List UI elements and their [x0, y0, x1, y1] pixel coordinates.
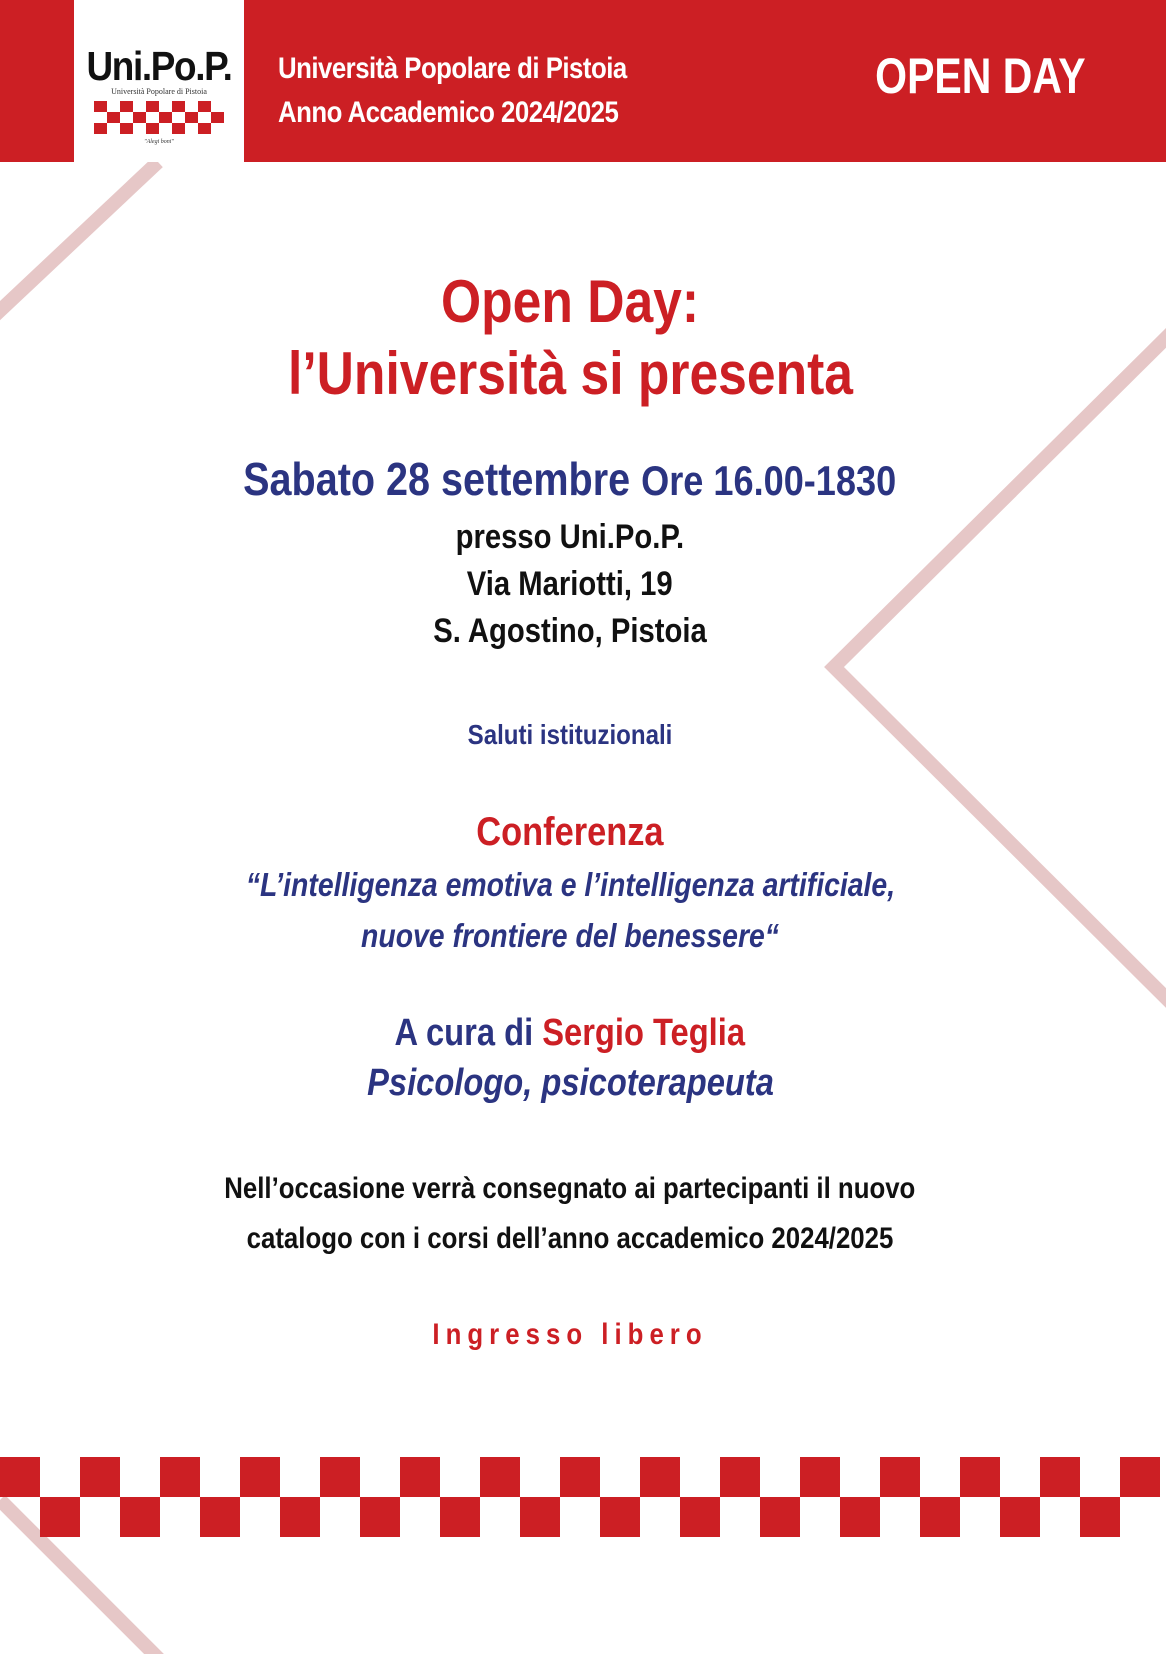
event-city: S. Agostino, Pistoia [433, 612, 707, 650]
conference-title-line-1: “L’intelligenza emotiva e l’intelligenza artificiale, [245, 866, 895, 903]
event-date-time [60, 452, 1080, 508]
event-time: Ore 16.00-1830 [641, 457, 897, 504]
header-academic-year: Anno Accademico 2024/2025 [278, 96, 619, 129]
speaker-prefix: A cura di [394, 1012, 534, 1054]
logo-checker-pattern [94, 101, 224, 135]
note-line-2: catalogo con i corsi dell’anno accademico 2024/2025 [246, 1222, 894, 1255]
conference-title-line-2: nuove frontiere del benessere“ [361, 917, 779, 954]
speaker-role: Psicologo, psicoterapeuta [366, 1062, 774, 1104]
logo-wordmark: Uni.Po.P. [86, 43, 232, 89]
logo-motto: "Alegi boni" [144, 139, 174, 145]
event-place: presso Uni.Po.P. [455, 518, 685, 556]
logo [74, 0, 244, 162]
admission-free: Ingresso libero [432, 1318, 708, 1351]
header-band [0, 0, 1166, 162]
event-date: Sabato 28 settembre [243, 453, 631, 505]
logo-subtitle: Università Popolare di Pistoia [111, 87, 207, 96]
title-line-1: Open Day: [440, 268, 700, 335]
title-line-2: l’Università si presenta [287, 340, 853, 407]
speaker-name: Sergio Teglia [542, 1012, 746, 1054]
header-institution: Università Popolare di Pistoia [278, 52, 627, 85]
event-street: Via Mariotti, 19 [467, 565, 673, 603]
greetings: Saluti istituzionali [467, 719, 673, 750]
speaker-line [60, 1009, 1080, 1057]
conference-heading: Conferenza [476, 810, 664, 854]
header-open-day-badge: OPEN DAY [875, 48, 1086, 104]
bottom-checker-band [0, 1457, 1166, 1537]
note-line-1: Nell’occasione verrà consegnato ai partecipanti il nuovo [224, 1172, 916, 1205]
